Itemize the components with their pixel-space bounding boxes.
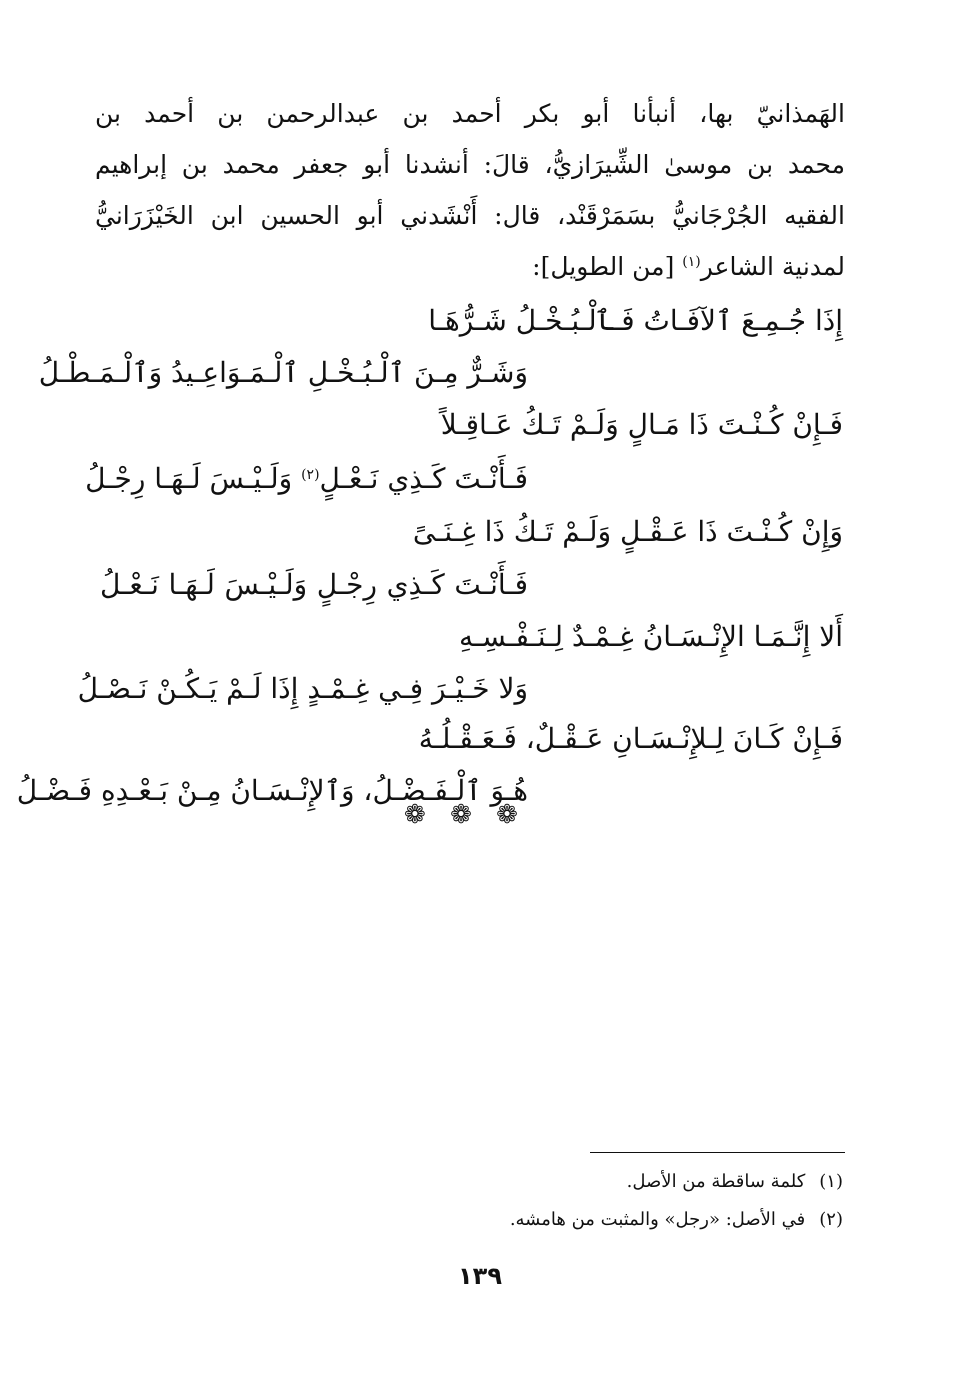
prose-line: الهَمذانيّ بها، أنبأنا أبو بكر أحمد بن عبدالرحمن بن أحمد بن <box>95 99 845 128</box>
verse-first-hemistich: فَـإِنْ كَـانَ لِـلإِنْـسَـانِ عَـقْـلٌ، فَـعَـقْـلُـهُ <box>418 722 843 755</box>
prose-text: لمدنية الشاعر <box>700 252 845 281</box>
verse-first-hemistich: أَلا إِنَّـمَـا الإِنْـسَـانُ غِـمْـدٌ لِـنَـفْـسِـهِ <box>459 620 843 653</box>
prose-text: [من الطويل]: <box>532 252 683 281</box>
verse-text: وَشَـرٌّ مِـنَ ٱلْـبُـخْـلِ ٱلْـمَـوَاعِـيدُ وَٱلْـمَـطْـلُ <box>38 356 528 389</box>
footnote-number: (٢) <box>819 1209 843 1230</box>
verse-text: وَلا خَـيْـرَ فِـي غِـمْـدٍ إِذَا لَـمْ يَـكُـنْ نَـصْـلُ <box>77 672 528 705</box>
verse-first-hemistich: إِذَا جُـمِـعَ ٱلآفَـاتُ فَـٱلْـبُـخْـلُ شَـرُّهَـا <box>428 304 843 337</box>
page-number: ١٣٩ <box>458 1262 502 1290</box>
verse-text: وَلَـيْـسَ لَـهَـا رِجْـلُ <box>85 462 302 495</box>
verse-second-hemistich <box>38 346 528 400</box>
footnote-separator <box>590 1152 845 1153</box>
footnote-marker: (٢) <box>301 467 320 483</box>
verse-second-hemistich <box>77 662 528 716</box>
verse-second-hemistich <box>100 558 528 612</box>
verse-text: فَـأَنْـتَ كَـذِي نَـعْـلٍ <box>319 462 528 495</box>
prose-line: الفقيه الجُرْجَانيُّ بسَمَرْقَنْد، قال: أَنْشَدني أبو الحسين ابن الخَيْزَرَانيُّ <box>95 201 845 230</box>
verse-second-hemistich <box>85 452 528 506</box>
verse-first-hemistich: فَـإِنْ كُـنْـتَ ذَا مَـالٍ وَلَـمْ تَـكُ عَـاقِـلاً <box>440 408 843 441</box>
prose-line <box>95 241 845 292</box>
footnote <box>510 1206 843 1234</box>
verse-text: هُـوَ ٱلْـفَـضْـلُ، وَٱلإِنْـسَـانُ مِـنْ بَـعْـدِهِ فَـضْـلُ <box>16 774 528 807</box>
verse-first-hemistich: وَإِنْ كُـنْـتَ ذَا عَـقْـلٍ وَلَـمْ تَـكُ ذَا غِـنَـىً <box>412 515 843 548</box>
footnote-number: (١) <box>819 1171 843 1192</box>
footnote <box>627 1168 843 1196</box>
verse-text: فَـأَنْـتَ كَـذِي رِجْـلٍ وَلَـيْـسَ لَـهَـا نَـعْـلُ <box>100 568 528 601</box>
footnote-text: في الأصل: «رجل» والمثبت من هامشه. <box>509 1209 806 1230</box>
footnote-text: كلمة ساقطة من الأصل. <box>626 1171 806 1192</box>
footnote-marker: (١) <box>682 254 701 270</box>
prose-paragraph <box>95 88 845 292</box>
prose-line: محمد بن موسىٰ الشِّيرَازيُّ، قالَ: أنشدنا أبو جعفر محمد بن إبراهيم <box>95 150 845 179</box>
section-end-ornament: ❁ ❁ ❁ <box>404 800 526 830</box>
